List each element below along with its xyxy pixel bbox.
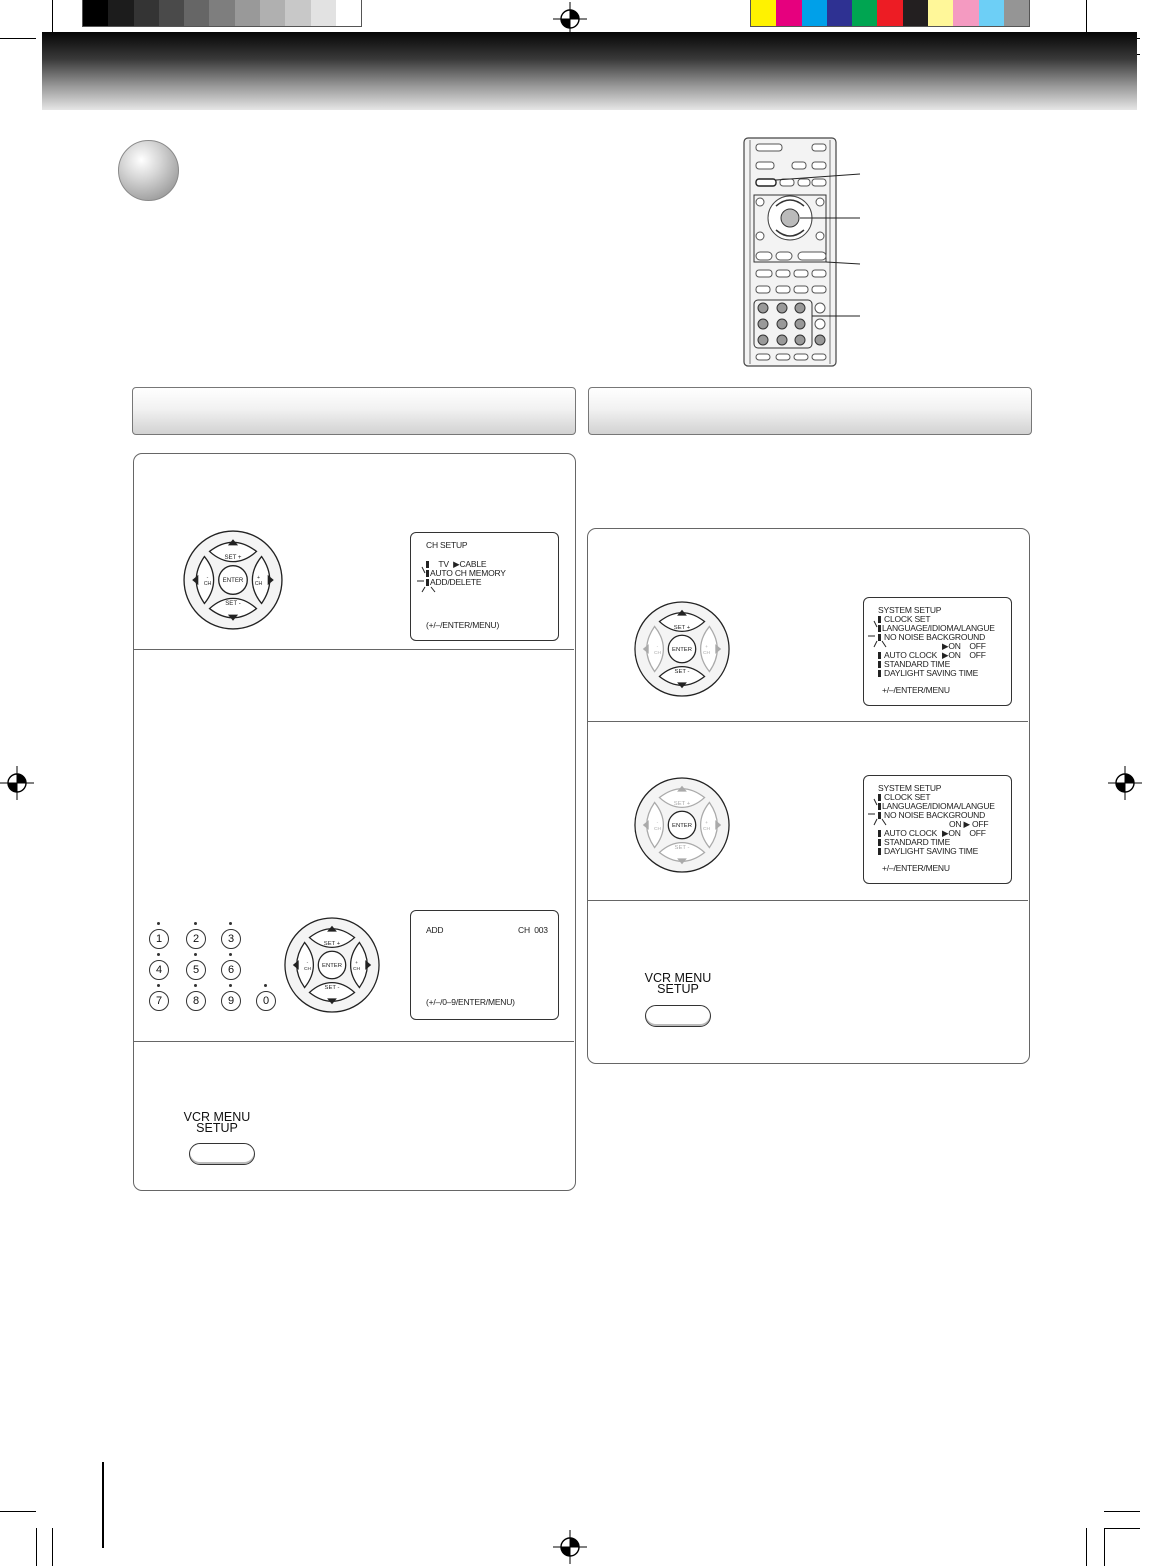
crop-mark <box>52 0 53 36</box>
osd-item-no-noise: NO NOISE BACKGROUND <box>878 811 985 820</box>
osd-footer: +/–/ENTER/MENU <box>882 685 950 695</box>
osd-item-clock-set: CLOCK SET <box>878 615 930 624</box>
ch-plus-label: CH <box>352 966 361 972</box>
dpad-illustration <box>182 529 284 631</box>
color-swatch <box>311 0 336 26</box>
number-key-2[interactable]: 2 <box>186 929 206 949</box>
number-key-7[interactable]: 7 <box>149 991 169 1011</box>
osd-title: CH SETUP <box>426 540 468 550</box>
page-edge-line <box>102 1462 104 1548</box>
color-swatch <box>903 0 928 26</box>
osd-item-standard-time: STANDARD TIME <box>878 838 950 847</box>
osd-item-clock-set: CLOCK SET <box>878 793 930 802</box>
color-swatch <box>1004 0 1029 26</box>
dpad-illustration <box>283 916 381 1014</box>
number-key-1[interactable]: 1 <box>149 929 169 949</box>
crop-mark <box>36 1528 37 1566</box>
crop-mark <box>1086 0 1087 36</box>
color-swatch <box>827 0 852 26</box>
osd-item-language: LANGUAGE/IDIOMA/LANGUE <box>878 624 995 633</box>
osd-system-setup-screen <box>863 597 1012 706</box>
ch-minus-label: - <box>206 574 209 581</box>
osd-channel: CH 003 <box>518 925 548 935</box>
remote-control-illustration <box>740 136 870 368</box>
set-minus-label: SET - <box>674 669 690 676</box>
crop-mark <box>1086 1528 1087 1566</box>
crop-mark <box>52 1528 53 1566</box>
osd-footer: +/–/ENTER/MENU <box>882 863 950 873</box>
osd-mode: ADD <box>426 925 444 935</box>
enter-label: ENTER <box>322 963 342 970</box>
set-minus-label: SET - <box>225 599 241 607</box>
enter-label: ENTER <box>672 647 692 654</box>
vcr-menu-setup-label: VCR MENU SETUP <box>183 1110 251 1135</box>
color-swatch <box>209 0 234 26</box>
osd-row-add-delete: ADD/DELETE <box>426 578 481 587</box>
color-swatch <box>751 0 776 26</box>
osd-item-auto-clock: AUTO CLOCK <box>878 651 937 660</box>
number-key-0[interactable]: 0 <box>256 991 276 1011</box>
step-divider <box>588 721 1028 722</box>
crop-mark <box>1104 1528 1105 1566</box>
osd-auto-clock-options: ▶ON OFF <box>942 828 986 838</box>
osd-footer: (+/–/ENTER/MENU) <box>426 620 500 630</box>
osd-nnb-options: ON ▶ OFF <box>949 819 989 829</box>
color-calibration-bar <box>750 0 1030 27</box>
number-key-3[interactable]: 3 <box>221 929 241 949</box>
registration-mark-right <box>1108 766 1142 800</box>
vcr-menu-setup-button[interactable] <box>189 1143 255 1165</box>
registration-mark-left <box>0 766 34 800</box>
step-divider <box>134 1041 574 1042</box>
color-swatch <box>336 0 361 26</box>
set-plus-label: SET + <box>673 624 691 631</box>
set-minus-label: SET - <box>674 845 690 852</box>
set-plus-label: SET + <box>224 554 242 562</box>
color-swatch <box>877 0 902 26</box>
vcr-menu-setup-button[interactable] <box>645 1005 711 1027</box>
ch-minus-label: CH <box>303 966 312 972</box>
osd-title: SYSTEM SETUP <box>878 783 942 793</box>
cursor-flash-icon <box>416 563 438 593</box>
crop-mark <box>1104 1511 1140 1512</box>
color-swatch <box>979 0 1004 26</box>
osd-item-auto-clock: AUTO CLOCK <box>878 829 937 838</box>
osd-title: SYSTEM SETUP <box>878 605 942 615</box>
number-key-8[interactable]: 8 <box>186 991 206 1011</box>
left-section-heading-bar <box>132 387 576 435</box>
ch-plus-label: + <box>257 574 260 581</box>
cursor-flash-icon <box>867 796 889 826</box>
osd-item-dst: DAYLIGHT SAVING TIME <box>878 669 978 678</box>
number-key-6[interactable]: 6 <box>221 960 241 980</box>
number-key-4[interactable]: 4 <box>149 960 169 980</box>
vcr-menu-setup-label: VCR MENU SETUP <box>644 971 712 996</box>
set-minus-label: SET - <box>324 985 340 992</box>
color-swatch <box>285 0 310 26</box>
osd-ch-setup-screen <box>410 532 559 641</box>
osd-row-tv-cable: TV ▶CABLE <box>426 560 486 569</box>
right-section-heading-bar <box>588 387 1032 435</box>
color-swatch <box>852 0 877 26</box>
osd-item-standard-time: STANDARD TIME <box>878 660 950 669</box>
color-swatch <box>928 0 953 26</box>
ch-minus-label: - <box>656 645 659 651</box>
dpad-illustration <box>633 776 731 874</box>
color-swatch <box>776 0 801 26</box>
step-divider <box>134 649 574 650</box>
color-swatch <box>108 0 133 26</box>
color-swatch <box>184 0 209 26</box>
color-swatch <box>134 0 159 26</box>
ch-plus-label: + <box>705 645 708 651</box>
set-plus-label: SET + <box>323 940 341 947</box>
ch-plus-label: + <box>705 821 708 827</box>
osd-item-no-noise: NO NOISE BACKGROUND <box>878 633 985 642</box>
crop-mark <box>0 38 36 39</box>
osd-item-dst: DAYLIGHT SAVING TIME <box>878 847 978 856</box>
color-swatch <box>260 0 285 26</box>
section-bullet <box>118 140 179 201</box>
color-swatch <box>83 0 108 26</box>
ch-minus-label: - <box>306 961 309 967</box>
grayscale-calibration-bar <box>82 0 362 27</box>
osd-nnb-options: ▶ON OFF <box>942 641 986 651</box>
color-swatch <box>159 0 184 26</box>
osd-item-language: LANGUAGE/IDIOMA/LANGUE <box>878 802 995 811</box>
set-plus-label: SET + <box>673 800 691 807</box>
ch-minus-label: - <box>656 821 659 827</box>
osd-footer: (+/–/0–9/ENTER/MENU) <box>426 997 515 1007</box>
crop-mark <box>1104 1528 1140 1529</box>
color-swatch <box>953 0 978 26</box>
ch-plus-label: CH <box>254 581 263 588</box>
cursor-flash-icon <box>867 618 889 648</box>
registration-mark-bottom <box>553 1530 587 1564</box>
dpad-illustration <box>633 600 731 698</box>
enter-label: ENTER <box>222 577 244 585</box>
number-key-5[interactable]: 5 <box>186 960 206 980</box>
registration-mark-top <box>553 2 587 36</box>
osd-add-channel-screen <box>410 910 559 1020</box>
step-divider <box>588 900 1028 901</box>
crop-mark <box>0 1511 36 1512</box>
ch-minus-label: CH <box>653 650 662 656</box>
ch-plus-label: + <box>355 961 358 967</box>
color-swatch <box>235 0 260 26</box>
color-swatch <box>802 0 827 26</box>
enter-label: ENTER <box>672 823 692 830</box>
osd-system-setup-screen <box>863 775 1012 884</box>
ch-minus-label: CH <box>653 826 662 832</box>
ch-plus-label: CH <box>702 826 711 832</box>
page-header-band <box>42 32 1137 110</box>
ch-minus-label: CH <box>203 581 212 588</box>
number-key-9[interactable]: 9 <box>221 991 241 1011</box>
ch-plus-label: CH <box>702 650 711 656</box>
osd-auto-clock-options: ▶ON OFF <box>942 650 986 660</box>
osd-row-auto-ch-memory: AUTO CH MEMORY <box>426 569 506 578</box>
